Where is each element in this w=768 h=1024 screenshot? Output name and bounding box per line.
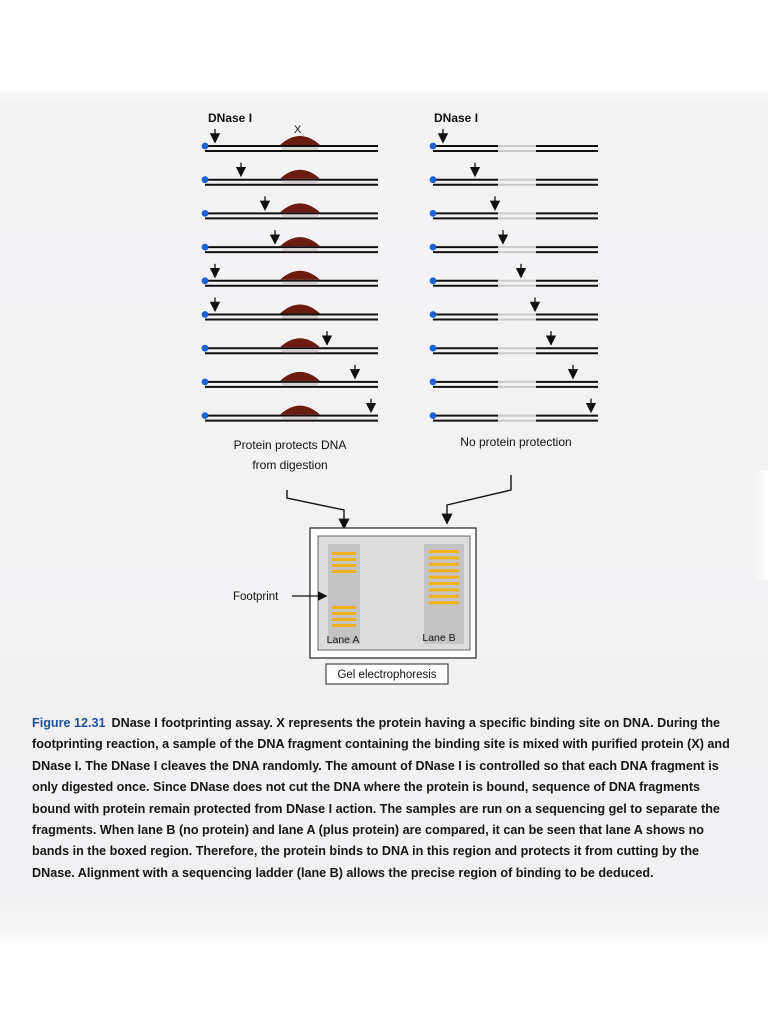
lane-a-band [332, 612, 356, 615]
lane-a-band [332, 558, 356, 561]
protein-x-label: X [294, 124, 302, 136]
left-caption-line-2: from digestion [252, 458, 328, 472]
radiolabel-end-dot [202, 379, 209, 386]
right-strand-2 [430, 163, 598, 185]
protein-x-shape [280, 170, 320, 179]
figure-number: Figure 12.31 [32, 716, 106, 730]
lane-b-band [429, 588, 459, 591]
figure-caption [32, 713, 738, 884]
gel-title: Gel electrophoresis [337, 669, 437, 681]
footprint-label: Footprint [233, 591, 279, 603]
right-caption: No protein protection [460, 435, 572, 449]
protein-bound-region [282, 282, 318, 285]
radiolabel-end-dot [430, 345, 437, 352]
protein-x-shape [280, 237, 320, 246]
protein-bound-region [282, 248, 318, 251]
protein-bound-region [282, 316, 318, 319]
protein-x-shape [280, 305, 320, 314]
radiolabel-end-dot [202, 277, 209, 284]
right-strand-1 [430, 129, 598, 151]
right-strand-4 [430, 230, 598, 252]
left-strand-6 [202, 298, 378, 320]
lane-b-label: Lane B [422, 632, 456, 644]
page-edge [754, 470, 768, 580]
lane-b-band [429, 569, 459, 572]
protein-x-shape [280, 372, 320, 381]
right-strand-3 [430, 196, 598, 218]
right-connector-arrow [447, 475, 511, 522]
protein-bound-region [282, 214, 318, 217]
lane-b-band [429, 582, 459, 585]
protein-bound-region [282, 349, 318, 352]
right-dnase-label: DNase I [434, 111, 479, 125]
protein-x-shape [280, 338, 320, 347]
radiolabel-end-dot [430, 412, 437, 419]
left-strand-4 [202, 230, 378, 252]
protein-bound-region [282, 147, 318, 150]
lane-b-band [429, 576, 459, 579]
protein-x-shape [280, 271, 320, 280]
lane-b-band [429, 550, 459, 553]
lane-a-band [332, 624, 356, 627]
right-strand-9 [430, 399, 598, 421]
left-strand-1 [202, 129, 378, 151]
right-strand-5 [430, 264, 598, 286]
radiolabel-end-dot [430, 379, 437, 386]
left-strand-8 [202, 365, 378, 387]
radiolabel-end-dot [430, 143, 437, 150]
lane-a-band [332, 564, 356, 567]
lane-a-band [332, 552, 356, 555]
right-strand-6 [430, 298, 598, 320]
radiolabel-end-dot [430, 311, 437, 318]
left-dna-strands [202, 129, 378, 421]
left-strand-7 [202, 331, 378, 353]
radiolabel-end-dot [202, 244, 209, 251]
radiolabel-end-dot [202, 210, 209, 217]
radiolabel-end-dot [202, 143, 209, 150]
right-dna-strands [430, 129, 598, 421]
left-strand-2 [202, 163, 378, 185]
lane-a-band [332, 570, 356, 573]
radiolabel-end-dot [430, 244, 437, 251]
lane-b-band [429, 595, 459, 598]
caption-text: DNase I footprinting assay. X represents the protein having a specific binding site on DNA. During the footprinting reaction, a sample of the DNA fragment containing the binding site is mixed with purified protein (X) and DNase I. The DNase I cleaves the DNA randomly. The amount of DNase I is controlled so that each DNA fragment is only digested once. Since DNase does not cut the DNA where the protein is bound, sequence of DNA fragments bound with protein remain protected from DNase I action. The samples are run on a sequencing gel to separate the fragments. When lane B (no protein) and lane A (plus protein) are compared, it can be seen that lane A shows no bands in the boxed region. Therefore, the protein binds to DNA in this region and protects it from cutting by the DNase. Alignment with a sequencing ladder (lane B) allows the precise region of binding to be deduced. [32, 716, 730, 880]
left-connector-arrow [287, 490, 344, 527]
lane-b-band [429, 601, 459, 604]
left-strand-3 [202, 196, 378, 218]
left-strand-5 [202, 264, 378, 286]
radiolabel-end-dot [430, 277, 437, 284]
radiolabel-end-dot [430, 176, 437, 183]
left-dnase-label: DNase I [208, 111, 253, 125]
lane-a-band [332, 618, 356, 621]
protein-x-shape [280, 406, 320, 415]
protein-x-shape [280, 136, 320, 145]
right-strand-8 [430, 365, 598, 387]
lane-a-band [332, 606, 356, 609]
radiolabel-end-dot [202, 345, 209, 352]
radiolabel-end-dot [202, 412, 209, 419]
protein-bound-region [282, 383, 318, 386]
radiolabel-end-dot [202, 311, 209, 318]
lane-b-band [429, 563, 459, 566]
protein-x-shape [280, 203, 320, 212]
right-strand-7 [430, 331, 598, 353]
lane-b-band [429, 556, 459, 559]
protein-bound-region [282, 181, 318, 184]
radiolabel-end-dot [430, 210, 437, 217]
left-caption-line-1: Protein protects DNA [233, 438, 347, 452]
left-strand-9 [202, 399, 378, 421]
radiolabel-end-dot [202, 176, 209, 183]
lane-a-label: Lane A [326, 634, 360, 646]
protein-bound-region [282, 417, 318, 420]
